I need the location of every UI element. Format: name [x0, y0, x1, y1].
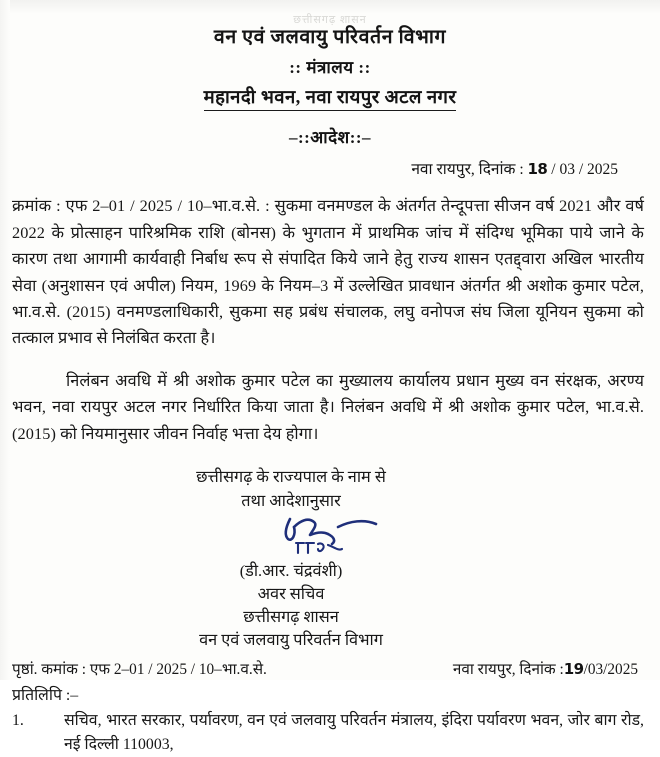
- body-paragraph-2: निलंबन अवधि में श्री अशोक कुमार पटेल का मुख्यालय कार्यालय प्रधान मुख्य वन संरक्षक, अरण्य भवन, नवा रायपुर अटल नगर निर्धारित किया जाता है। निलंबन अवधि में श्री अशोक कुमार पटेल, भा.व.से. (2015) को नियमानुसार जीवन निर्वाह भत्ता देय होगा।: [12, 370, 645, 443]
- cut-off-header-line: छत्तीसगढ़ शासन: [293, 14, 367, 26]
- order-body: [0, 193, 660, 447]
- dateline-sep-2: /: [578, 161, 584, 179]
- endorsement-sep-2: /: [603, 660, 608, 678]
- endorsement-place: नवा रायपुर, दिनांक :: [452, 660, 564, 678]
- endorsement-day: 19: [563, 659, 584, 678]
- dateline-sep-1: /: [551, 161, 556, 179]
- scan-edge-left: [0, 0, 10, 680]
- copy-recipient-list: [12, 709, 644, 757]
- endorsement-reference: पृष्ठां. कमांक : एफ 2–01 / 2025 / 10–भा.व.से.: [12, 660, 267, 678]
- endorsement-month: 03: [587, 660, 604, 678]
- copy-item-number: 1.: [12, 711, 24, 729]
- department-name: वन एवं जलवायु परिवर्तन विभाग: [213, 27, 447, 48]
- dateline-place: नवा रायपुर, दिनांक :: [411, 161, 524, 179]
- signatory-government: छत्तीसगढ़ शासन: [243, 606, 339, 626]
- list-item: [12, 709, 644, 757]
- copy-to-label: प्रतिलिपि :–: [12, 686, 79, 704]
- closing-line-2: तथा आदेशानुसार: [241, 490, 341, 510]
- endorsement-sep-1: /: [583, 660, 588, 678]
- endorsement-date: [453, 659, 644, 679]
- order-title: –::आदेश::–: [288, 128, 372, 148]
- closing-line-1: छत्तीसगढ़ के राज्यपाल के नाम से: [196, 466, 386, 486]
- dateline-year: 2025: [587, 161, 618, 179]
- signatory-name: (डी.आर. चंद्रवंशी): [239, 560, 343, 580]
- copy-item-text: सचिव, भारत सरकार, पर्यावरण, वन एवं जलवायु परिवर्तन मंत्रालय, इंदिरा पर्यावरण भवन, जोर बाग रोड, नई दिल्ली 110003,: [64, 711, 644, 753]
- ministry-label: :: मंत्रालय ::: [289, 58, 371, 78]
- signatory-block: [0, 559, 660, 650]
- signature-area: [0, 513, 660, 559]
- signatory-department: वन एवं जलवायु परिवर्तन विभाग: [199, 629, 383, 649]
- endorsement-section: [0, 659, 660, 757]
- signatory-designation: अवर सचिव: [257, 583, 325, 603]
- endorsement-year: 2025: [607, 660, 638, 678]
- dateline-month: 03: [559, 161, 575, 179]
- handwritten-signature: [260, 513, 400, 559]
- dateline-day: 18: [527, 160, 548, 179]
- closing-block: [0, 465, 660, 511]
- office-address: महानदी भवन, नवा रायपुर अटल नगर: [204, 84, 457, 111]
- body-paragraph-1: क्रमांक : एफ 2–01 / 2025 / 10–भा.व.से. : सुकमा वनमण्डल के अंतर्गत तेन्दूपत्ता सीजन वर्ष 2021 और वर्ष 2022 के प्रोत्साहन पारिश्रमिक राशि (बोनस) के भुगतान में प्राथमिक जांच में संदिग्ध भूमिका पाये जाने के कारण तथा आगामी कार्यवाही निर्बाध रूप से संपादित किये जाने हेतु राज्य शासन एतद्द्वारा अखिल भारतीय सेवा (अनुशासन एवं अपील) नियम, 1969 के नियम–3 में उल्लेखित प्रावधान अंतर्गत श्री अशोक कुमार पटेल, भा.व.से. (2015) वनमण्डलाधिकारी, सुकमा सह प्रबंध संचालक, लघु वनोपज संघ जिला यूनियन सुकमा को तत्काल प्रभाव से निलंबित करता है।: [12, 196, 644, 348]
- dateline: [0, 157, 660, 179]
- endorsement-row: [12, 659, 644, 679]
